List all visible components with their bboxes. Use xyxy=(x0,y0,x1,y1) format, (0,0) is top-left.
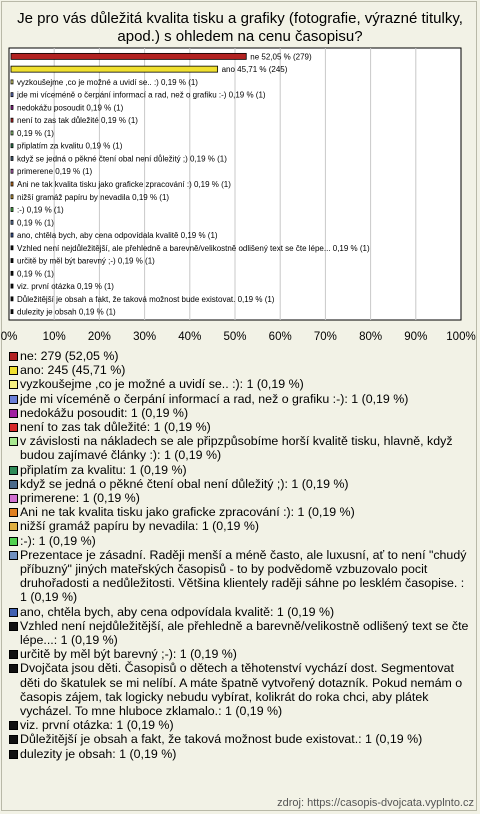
bar xyxy=(11,246,13,250)
legend-item xyxy=(8,420,470,434)
bar-label: 0,19 % (1) xyxy=(17,218,54,228)
legend-label: není to zas tak důležité: 1 (0,19 %) xyxy=(20,420,211,435)
bar-label: Ani ne tak kvalita tisku jako graficke zpracování :) 0,19 % (1) xyxy=(17,180,231,189)
bar xyxy=(11,131,13,135)
legend-item xyxy=(8,349,470,363)
legend-swatch xyxy=(9,608,18,617)
legend-item xyxy=(8,647,470,661)
bar xyxy=(11,93,13,97)
x-tick-label: 30% xyxy=(133,331,157,343)
legend-swatch xyxy=(9,750,18,759)
legend-swatch xyxy=(9,466,18,475)
bar-label: připlatím za kvalitu 0,19 % (1) xyxy=(17,141,123,151)
bar xyxy=(11,66,218,72)
legend-label: Ani ne tak kvalita tisku jako graficke zpracování :): 1 (0,19 %) xyxy=(20,505,355,520)
bar-label: ano, chtěla bych, aby cena odpovídala kvalitě 0,19 % (1) xyxy=(17,231,218,241)
legend-label: primerene: 1 (0,19 %) xyxy=(20,491,140,506)
x-tick-label: 80% xyxy=(359,331,383,343)
legend-label: v závislosti na nákladech se ale připzpůsobíme horší kvalitě tisku, hlavně, když budou zajímavé články :): 1 (0,19 %) xyxy=(20,434,453,463)
bar xyxy=(11,144,13,148)
bar xyxy=(11,208,13,212)
bar xyxy=(11,259,13,263)
x-tick-label: 60% xyxy=(268,331,292,343)
bar xyxy=(11,156,13,160)
legend-item xyxy=(8,519,470,533)
legend-swatch xyxy=(9,664,18,673)
legend-item xyxy=(8,363,470,377)
bar xyxy=(11,220,13,224)
legend-swatch xyxy=(9,366,18,375)
bar-label: není to zas tak důležité 0,19 % (1) xyxy=(17,116,138,126)
bar-label: primerene 0,19 % (1) xyxy=(17,167,93,177)
bar-label: Důležitější je obsah a fakt, že taková možnost bude existovat. 0,19 % (1) xyxy=(17,294,275,304)
bar xyxy=(11,297,13,301)
bar xyxy=(11,233,13,237)
legend-label: Prezentace je zásadní. Raději menší a méně často, ale luxusní, ať to není "chudý příbuzný" jiných mateřských časopisů - to by podvědomě vzbuzovalo pocit druhořadosti a nedůležitosti. Většina klientely raději sáhne po lesklém časopise. : 1 (0,19 %) xyxy=(20,547,467,605)
source-note: zdroj: https://casopis-dvojcata.vyplnto.cz xyxy=(277,797,474,809)
legend-swatch xyxy=(9,437,18,446)
legend-swatch xyxy=(9,480,18,489)
legend-item xyxy=(8,605,470,619)
bar xyxy=(11,105,13,109)
x-tick-label: 90% xyxy=(404,331,428,343)
legend-label: Vzhled není nejdůležitější, ale přehledně a barevně/velikostně odlišený text se čte lépe...: 1 (0,19 %) xyxy=(20,618,469,648)
legend-swatch xyxy=(9,508,18,517)
legend-label: ano, chtěla bych, aby cena odpovídala kvalitě: 1 (0,19 %) xyxy=(20,604,335,619)
legend-item xyxy=(8,505,470,519)
legend-swatch xyxy=(9,721,18,730)
legend-item xyxy=(8,477,470,491)
x-tick-label: 40% xyxy=(178,331,202,343)
bar-label: když se jedná o pěkné čtení obal není důležitý ;) 0,19 % (1) xyxy=(17,154,227,164)
bar-label: ano 45,71 % (245) xyxy=(221,65,288,75)
legend-item xyxy=(8,732,470,746)
legend-swatch xyxy=(9,380,18,389)
legend-item xyxy=(8,718,470,732)
x-tick-label: 0% xyxy=(0,331,18,343)
legend-item xyxy=(8,747,470,761)
legend-label: nižší gramáž papíru by nevadila: 1 (0,19 %) xyxy=(20,519,259,534)
bar xyxy=(11,284,13,288)
legend-swatch xyxy=(9,650,18,659)
legend-label: určitě by měl být barevný ;-): 1 (0,19 %) xyxy=(20,647,237,662)
bar-label: určitě by měl být barevný ;-) 0,19 % (1) xyxy=(17,256,155,266)
bar xyxy=(11,118,13,122)
legend-item xyxy=(8,392,470,406)
legend-swatch xyxy=(9,735,18,744)
bar-label: :-) 0,19 % (1) xyxy=(17,205,64,215)
legend-item xyxy=(8,434,470,462)
x-tick-label: 10% xyxy=(42,331,66,343)
bar-chart xyxy=(0,0,480,345)
chart-title: Je pro vás důležitá kvalita tisku a grafiky (fotografie, výrazné titulky, apod.) s ohledem na cenu časopisu? xyxy=(17,10,463,45)
legend-label: jde mi víceméně o čerpání informací a rad, než o grafiku :-): 1 (0,19 %) xyxy=(20,391,409,406)
legend-swatch xyxy=(9,494,18,503)
bar-label: nedokážu posoudit 0,19 % (1) xyxy=(17,103,124,113)
legend-swatch xyxy=(9,423,18,432)
bar xyxy=(11,310,13,314)
legend-label: ano: 245 (45,71 %) xyxy=(20,363,126,378)
legend-swatch xyxy=(9,622,18,631)
bar xyxy=(11,182,13,186)
legend-label: když se jedná o pěkné čtení obal není důležitý ;): 1 (0,19 %) xyxy=(20,476,349,491)
legend-item xyxy=(8,491,470,505)
bar-label: jde mi víceméně o čerpání informací a rad, než o grafiku :-) 0,19 % (1) xyxy=(17,90,266,100)
legend-label: nedokážu posoudit: 1 (0,19 %) xyxy=(20,405,189,420)
bar xyxy=(11,53,246,59)
bar xyxy=(11,271,13,275)
bar-label: 0,19 % (1) xyxy=(17,128,54,138)
legend-swatch xyxy=(9,537,18,546)
bar-label: nižší gramáž papíru by nevadila 0,19 % (1) xyxy=(17,192,170,202)
bar xyxy=(11,80,13,84)
legend-swatch xyxy=(9,522,18,531)
legend-swatch xyxy=(9,551,18,560)
legend-label: :-): 1 (0,19 %) xyxy=(20,533,96,548)
legend-label: vyzkoušejme ,co je možné a uvidí se.. :): 1 (0,19 %) xyxy=(20,377,304,392)
legend-item xyxy=(8,377,470,391)
legend-label: Důležitější je obsah a fakt, že taková možnost bude existovat.: 1 (0,19 %) xyxy=(20,732,423,747)
legend-item xyxy=(8,548,470,605)
bar-label: Vzhled není nejdůležitější, ale přehledně a barevně/velikostně odlišený text se čte lépe... 0,19 % (1) xyxy=(17,243,370,253)
legend-swatch xyxy=(9,409,18,418)
legend-item xyxy=(8,661,470,718)
bar-label: vyzkoušejme ,co je možné a uvidí se.. :) 0,19 % (1) xyxy=(17,77,198,87)
bar-label: dulezity je obsah 0,19 % (1) xyxy=(17,307,116,317)
bar xyxy=(11,169,13,173)
legend-label: připlatím za kvalitu: 1 (0,19 %) xyxy=(20,462,187,477)
x-tick-label: 70% xyxy=(313,331,337,343)
legend-item xyxy=(8,534,470,548)
chart-legend xyxy=(8,349,470,761)
x-tick-label: 100% xyxy=(446,331,476,343)
legend-item xyxy=(8,406,470,420)
legend-swatch xyxy=(9,352,18,361)
legend-swatch xyxy=(9,395,18,404)
x-tick-label: 50% xyxy=(223,331,247,343)
legend-label: viz. první otázka: 1 (0,19 %) xyxy=(20,718,174,733)
legend-item xyxy=(8,463,470,477)
bar-label: viz. první otázka 0,19 % (1) xyxy=(17,282,114,292)
legend-item xyxy=(8,619,470,647)
bar-label: ne 52,05 % (279) xyxy=(250,52,312,62)
bar xyxy=(11,195,13,199)
legend-label: dulezity je obsah: 1 (0,19 %) xyxy=(20,746,177,761)
legend-label: ne: 279 (52,05 %) xyxy=(20,349,119,363)
bar-label: 0,19 % (1) xyxy=(17,269,54,279)
legend-label: Dvojčata jsou děti. Časopisů o dětech a těhotenství vychází dost. Segmentovat děti do škatulek se mi nelíbí. A máte špatně vytvořený dotazník. Pokud nemám o časopis zájem, tak logicky nebudu vybírat, kolikrát do roka chci, aby plátek vycházel. To mne hluboce zklamalo.: 1 (0,19 %) xyxy=(20,661,463,719)
x-tick-label: 20% xyxy=(87,331,111,343)
